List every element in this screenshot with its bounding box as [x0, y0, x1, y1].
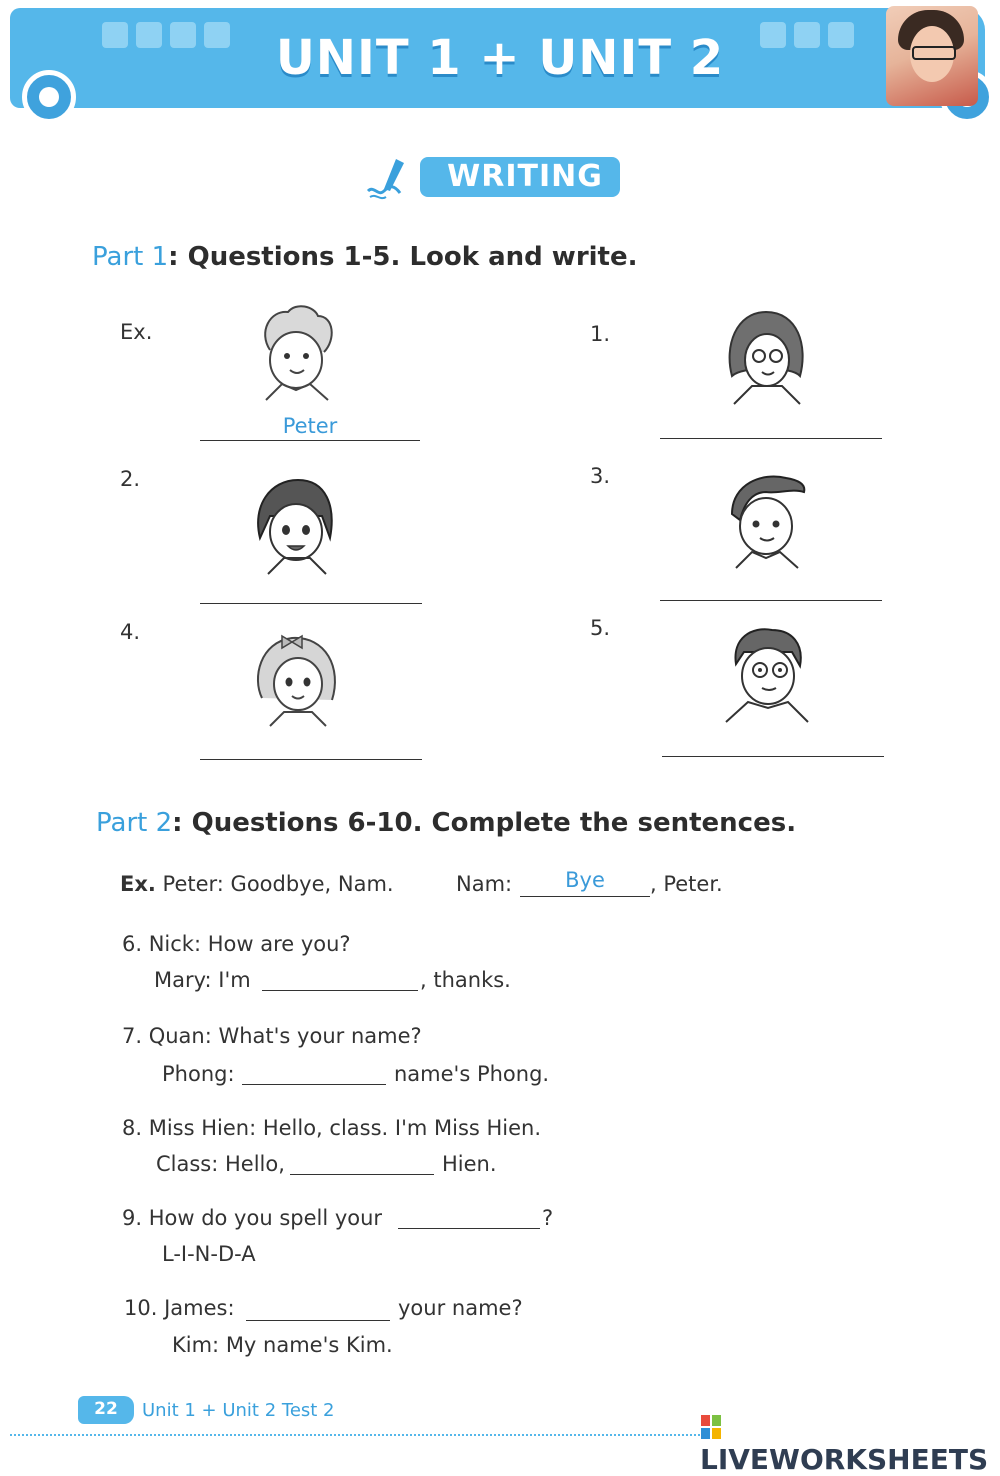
q9-line2: L-I-N-D-A [162, 1242, 256, 1266]
woman-glasses-icon [722, 306, 812, 406]
answer-line [200, 440, 420, 441]
example-tail: , Peter. [650, 872, 723, 896]
pen-icon [366, 155, 414, 201]
example-dialogue: Peter: Goodbye, Nam. [155, 872, 394, 896]
item-number: 1. [590, 322, 611, 346]
q6-line1: 6. Nick: How are you? [122, 932, 351, 956]
q9-line1-after: ? [542, 1206, 554, 1230]
item-number: 4. [120, 620, 141, 644]
q7-line2-after: name's Phong. [394, 1062, 550, 1086]
q7-line1: 7. Quan: What's your name? [122, 1024, 422, 1048]
part1-heading [92, 242, 638, 272]
q8-line1: 8. Miss Hien: Hello, class. I'm Miss Hien. [122, 1116, 542, 1140]
q10-line1-after: your name? [398, 1296, 523, 1320]
part2-instruction: : Questions 6-10. Complete the sentences. [172, 808, 797, 838]
page-number-badge: 22 [78, 1396, 134, 1424]
section-title: WRITING [420, 157, 620, 197]
q10-answer-blank[interactable] [246, 1320, 390, 1321]
item-number: 5. [590, 616, 611, 640]
footer-text: Unit 1 + Unit 2 Test 2 [142, 1400, 335, 1421]
part1-instruction: : Questions 1-5. Look and write. [168, 242, 638, 272]
example-speaker: Nam: [456, 872, 513, 896]
answer-line [660, 438, 882, 439]
q10-line2: Kim: My name's Kim. [172, 1333, 393, 1357]
example-line [120, 872, 394, 896]
q7-answer-blank[interactable] [242, 1084, 386, 1085]
brand-text: LIVEWORKSHEETS [700, 1443, 989, 1476]
boy-side-hair-icon [722, 470, 812, 570]
girl-short-hair-icon [252, 476, 342, 576]
q6-answer-blank[interactable] [262, 990, 418, 991]
boy-curly-hair-icon [252, 302, 342, 402]
page-title: UNIT 1 + UNIT 2 [275, 30, 725, 86]
liveworksheets-mark-icon [700, 1414, 722, 1440]
q8-line2-after: Hien. [442, 1152, 497, 1176]
q6-line2-before: Mary: I'm [154, 968, 251, 992]
answer-example-peter: Peter [282, 414, 338, 438]
q9-answer-blank[interactable] [398, 1228, 540, 1229]
example-answer: Bye [565, 868, 605, 892]
part1-label: Part 1 [92, 242, 169, 272]
q8-answer-blank[interactable] [290, 1174, 434, 1175]
item-number: Ex. [120, 320, 153, 344]
example-lead: Ex. [120, 872, 156, 896]
part2-label: Part 2 [96, 808, 173, 838]
liveworksheets-logo [700, 1410, 1000, 1476]
q7-line2-before: Phong: [162, 1062, 235, 1086]
girl-bow-curly-hair-icon [252, 628, 342, 728]
boy-glasses-icon [722, 624, 812, 724]
answer-line [660, 600, 882, 601]
footer-divider [10, 1434, 700, 1436]
q6-line2-after: , thanks. [420, 968, 511, 992]
answer-line [520, 896, 650, 897]
q8-line2-before: Class: Hello, [156, 1152, 285, 1176]
q10-line1-before: 10. James: [124, 1296, 235, 1320]
item-number: 2. [120, 467, 141, 491]
q9-line1-before: 9. How do you spell your [122, 1206, 383, 1230]
answer-line [200, 759, 422, 760]
part2-heading [96, 808, 796, 838]
answer-line [200, 603, 422, 604]
item-number: 3. [590, 464, 611, 488]
answer-line [662, 756, 884, 757]
teacher-avatar [886, 6, 978, 106]
